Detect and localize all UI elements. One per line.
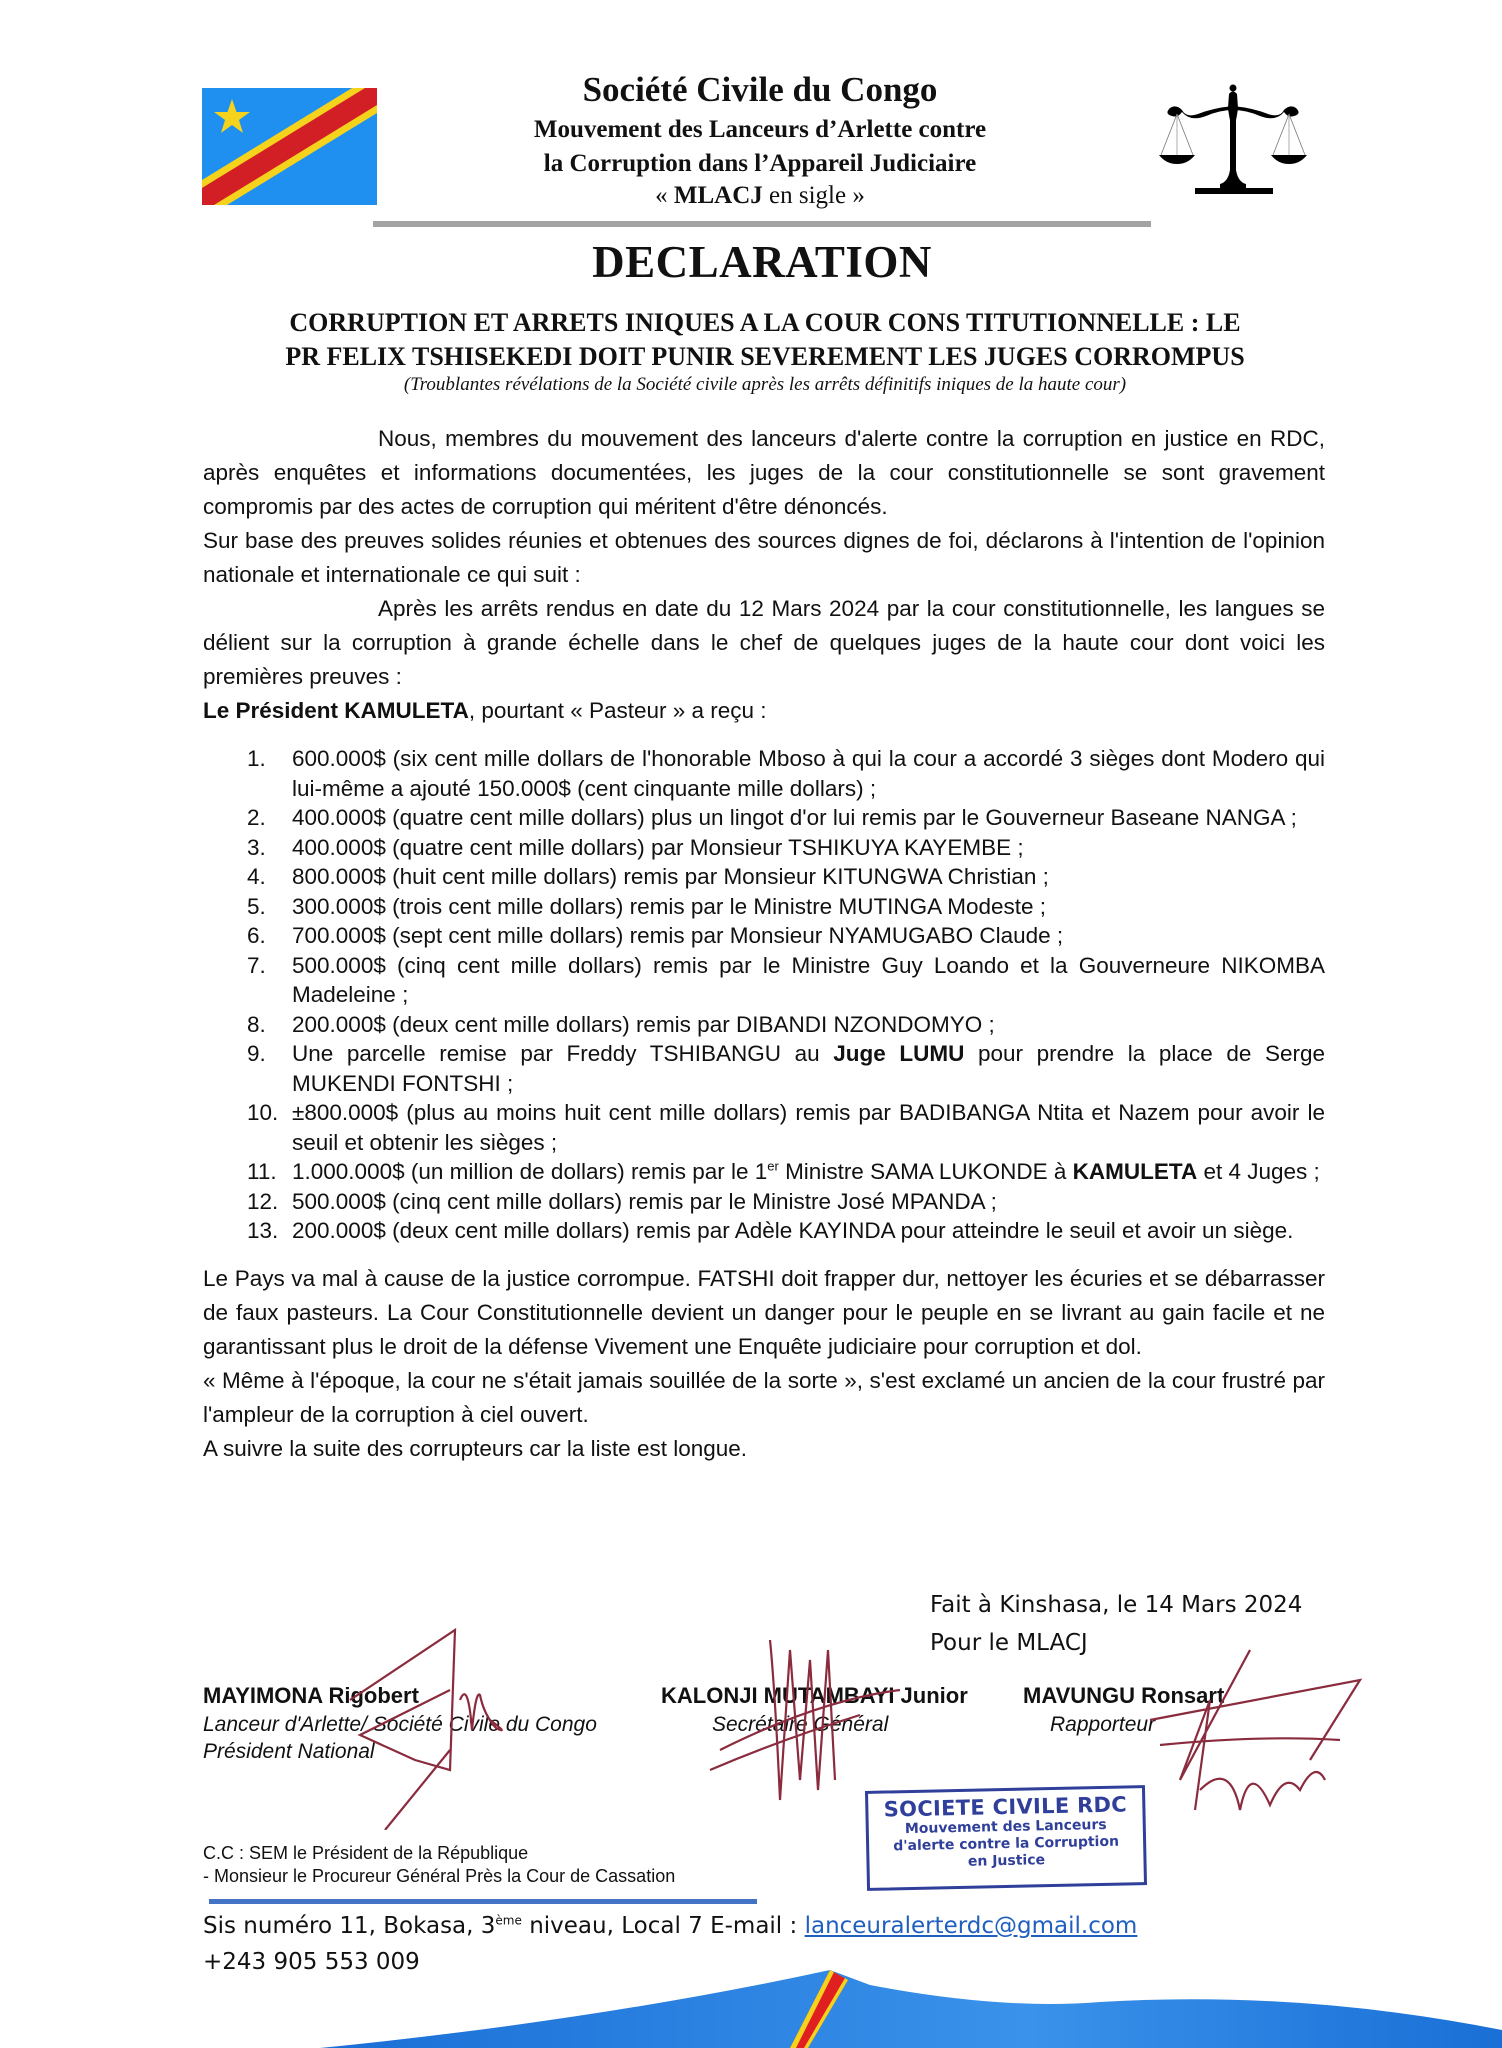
signatory-1-role: Lanceur d'Arlette/ Société Civile du Congo [203,1713,597,1736]
list-item [203,1157,1325,1187]
paragraph-quote: « Même à l'époque, la cour ne s'était jamais souillée de la sorte », s'est exclamé un ancien de la cour frustré par l'ampleur de la corruption à ciel ouvert. [203,1367,1325,1427]
sigle-acronym: MLACJ [673,182,763,209]
list-text: et 4 Juges ; [1197,1159,1320,1184]
sigle-open: « [655,182,674,209]
org-subtitle-line1: Mouvement des Lanceurs d’Arlette contre [533,116,987,143]
list-number: 11. [247,1159,277,1184]
president-label: Le Président [203,698,345,723]
list-item [203,803,1325,833]
president-rest: , pourtant « Pasteur » a reçu : [468,698,767,723]
list-number: 7. [247,952,266,978]
list-number: 9. [247,1041,266,1066]
signatory-3-role: Rapporteur [1050,1713,1156,1736]
phone-number: +243 905 553 009 [203,1949,420,1975]
signatory-2-name: KALONJI MUTAMBAYI Junior [661,1683,968,1708]
org-sigle [380,182,1140,210]
paragraph-conclusion: Le Pays va mal à cause de la justice corrompue. FATSHI doit frapper dur, nettoyer les écuries et se débarrasser de faux pasteurs. La Cour Constitutionnelle devient un danger pour le peuple en se livrant au gain facile et ne garantissant plus le droit de la défense Vivement une Enquête judiciaire pour corruption et dol. [203,1265,1325,1359]
list-text: ±800.000$ (plus au moins huit cent mille dollars) remis par BADIBANGA Ntita et Nazem pour avoir le seuil et obtenir les sièges ; [292,1100,1325,1155]
list-number: 10. [247,1100,279,1125]
list-number: 2. [247,805,266,830]
cc-line-1: C.C : SEM le Président de la République [203,1843,529,1863]
footer-divider [209,1899,757,1904]
list-item [203,862,1325,892]
list-item [203,892,1325,922]
date-place: Fait à Kinshasa, le 14 Mars 2024 [930,1592,1303,1618]
list-number: 6. [247,923,266,948]
list-text: 200.000$ (deux cent mille dollars) remis par DIBANDI NZONDOMYO ; [292,1011,995,1037]
list-number: 13. [247,1218,279,1243]
list-text: 1.000.000$ (un million de dollars) remis par le 1 [292,1159,768,1184]
flag-ribbon-icon [0,1960,1502,2048]
list-number: 1. [247,746,266,771]
list-text: 400.000$ (quatre cent mille dollars) par Monsieur TSHIKUYA KAYEMBE ; [292,834,1024,860]
paragraph-declaration: Sur base des preuves solides réunies et obtenues des sources dignes de foi, déclarons à l'intention de l'opinion nationale et internationale ce qui suit : [203,528,1325,587]
list-item [203,921,1325,951]
list-superscript: er [767,1158,779,1174]
list-number: 8. [247,1011,266,1037]
email-link[interactable]: lanceuralerterdc@gmail.com [804,1913,1138,1939]
header-divider [373,221,1151,227]
address-text: Sis numéro 11, Bokasa, 3 [203,1913,496,1939]
stamp-line: Mouvement des Lanceurs [904,1816,1107,1838]
stamp-title: SOCIETE CIVILE RDC [883,1792,1128,1822]
list-text: Ministre SAMA LUKONDE à [778,1159,1073,1184]
address [203,1913,1137,1939]
signatory-1-title: Président National [203,1740,375,1763]
list-text: 600.000$ (six cent mille dollars de l'honorable Mboso à qui la cour a accordé 3 sièges dont Modero qui lui-même a ajouté 150.000$ (cent cinquante mille dollars) ; [292,746,1325,801]
list-text: 300.000$ (trois cent mille dollars) remis par le Ministre MUTINGA Modeste ; [292,893,1047,919]
paragraph-context: Après les arrêts rendus en date du 12 Mars 2024 par la cour constitutionnelle, les langues se délient sur la corruption à grande échelle dans le chef de quelques juges de la haute cour dont voici les premières preuves : [203,596,1325,689]
paragraph-followup: A suivre la suite des corrupteurs car la liste est longue. [203,1435,748,1461]
list-item [203,1216,1325,1246]
list-number: 5. [247,893,266,919]
list-item [203,1039,1325,1098]
list-text: 400.000$ (quatre cent mille dollars) plus un lingot d'or lui remis par le Gouverneur Baseane NANGA ; [292,805,1297,830]
list-number: 12. [247,1188,279,1214]
list-text: 700.000$ (sept cent mille dollars) remis par Monsieur NYAMUGABO Claude ; [292,923,1064,948]
sigle-rest: en sigle » [762,182,865,209]
address-superscript: ème [495,1913,522,1928]
list-text: 200.000$ (deux cent mille dollars) remis par Adèle KAYINDA pour atteindre le seuil et avoir un siège. [292,1218,1294,1243]
signatory-3-name: MAVUNGU Ronsart [1023,1683,1225,1708]
signatory-2-role: Secrétaire Général [712,1713,889,1736]
headline [200,306,1330,374]
list-text: 500.000$ (cinq cent mille dollars) remis par le Ministre José MPANDA ; [292,1188,997,1214]
headline-line2: PR FELIX TSHISEKEDI DOIT PUNIR SEVEREMENT LES JUGES CORROMPUS [285,342,1245,371]
stamp-line: d'alerte contre la Corruption [893,1833,1120,1855]
list-text-bold: KAMULETA [1072,1159,1198,1184]
on-behalf-line: Pour le MLACJ [930,1630,1088,1656]
address-text: niveau, Local 7 E-mail : [521,1913,805,1939]
list-item [203,1098,1325,1157]
cc-line-2: - Monsieur le Procureur Général Près la Cour de Cassation [203,1866,676,1886]
list-item [203,1187,1325,1217]
official-stamp [865,1785,1147,1891]
stamp-line: en Justice [967,1852,1046,1870]
list-text: 500.000$ (cinq cent mille dollars) remis par le Ministre Guy Loando et la Gouverneure NIKOMBA Madeleine ; [292,952,1325,1007]
list-item [203,1010,1325,1040]
list-text: 800.000$ (huit cent mille dollars) remis par Monsieur KITUNGWA Christian ; [292,864,1049,889]
paragraph-president [203,694,1325,728]
scales-of-justice-icon [1158,84,1308,200]
headline-line1: CORRUPTION ET ARRETS INIQUES A LA COUR CONS TITUTIONNELLE : LE [289,308,1241,337]
list-item [203,744,1325,803]
list-text: Une parcelle remise par Freddy TSHIBANGU au [292,1041,834,1066]
bribe-list [203,744,1325,1246]
president-name: KAMULETA [344,698,469,723]
list-number: 4. [247,864,266,889]
org-name: Société Civile du Congo [582,70,938,109]
list-number: 3. [247,834,266,860]
signature-3-icon [1140,1640,1370,1820]
drc-flag-icon [202,88,377,205]
list-item [203,951,1325,1010]
document-title: DECLARATION [592,237,932,287]
list-text: pour prendre la place de Serge MUKENDI FONTSHI ; [292,1041,1325,1096]
org-subtitle-line2: la Corruption dans l’Appareil Judiciaire [543,150,977,177]
list-text-bold: Juge LUMU [833,1041,965,1066]
subheadline: (Troublantes révélations de la Société civile après les arrêts définitifs iniques de la haute cour) [403,374,1127,395]
document-body [203,422,1325,1466]
list-item [203,833,1325,863]
paragraph-intro: Nous, membres du mouvement des lanceurs d'alerte contre la corruption en justice en RDC, après enquêtes et informations documentées, les juges de la cour constitutionnelle se sont gravement compromis par des actes de corruption qui méritent d'être dénoncés. [203,426,1325,519]
signatory-1-name: MAYIMONA Rigobert [203,1683,419,1708]
